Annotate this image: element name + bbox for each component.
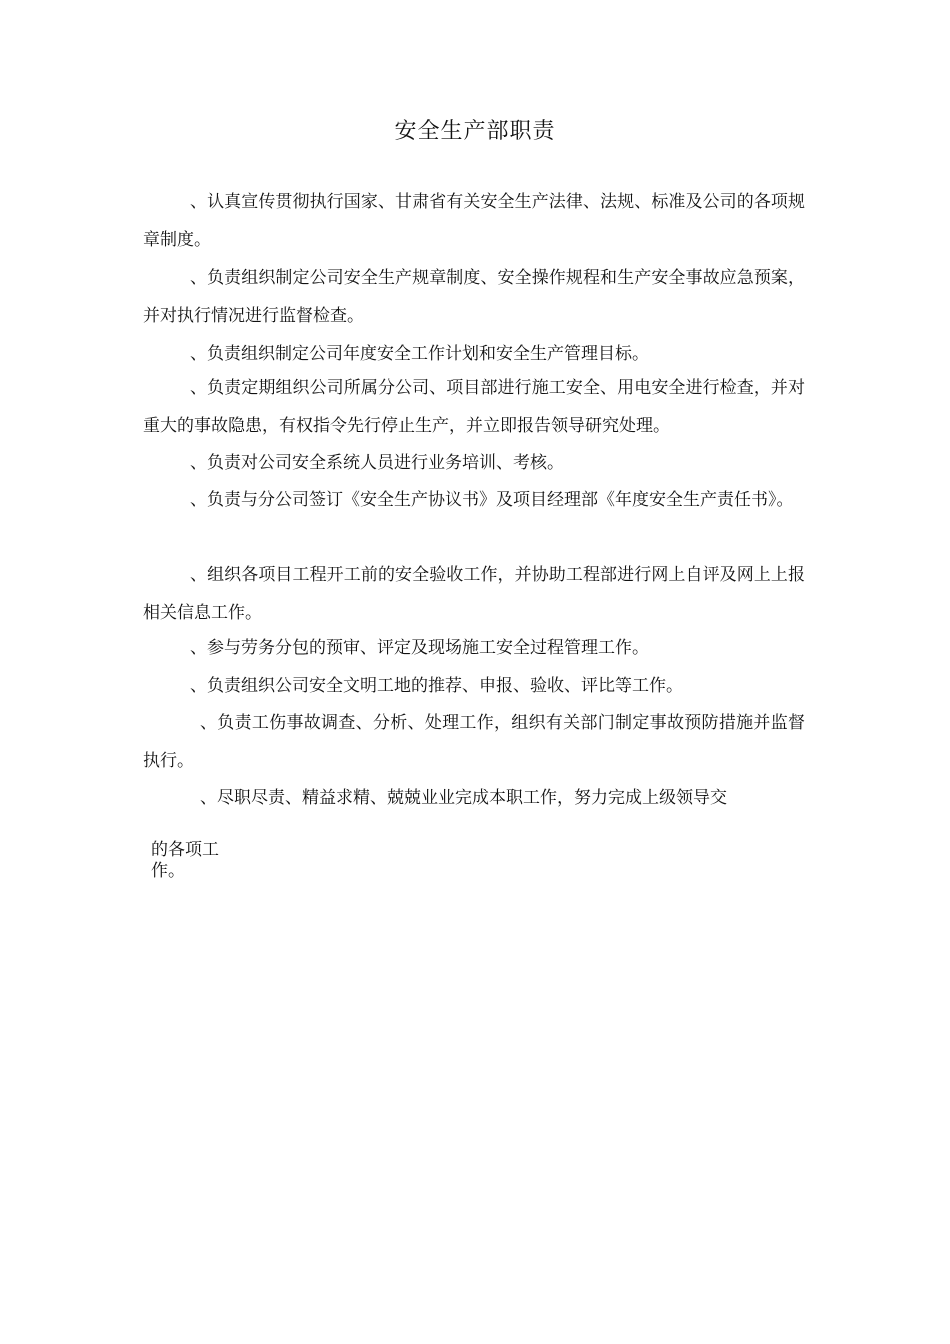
duty-paragraph-7: 、组织各项目工程开工前的安全验收工作，并协助工程部进行网上自评及网上上报相关信息工作。 bbox=[143, 565, 805, 623]
duty-paragraph-10: 、负责工伤事故调查、分析、处理工作，组织有关部门制定事故预防措施并监督执行。 bbox=[143, 713, 805, 771]
duty-paragraph-1: 、认真宣传贯彻执行国家、甘肃省有关安全生产法律、法规、标准及公司的各项规章制度。 bbox=[143, 192, 805, 250]
duty-paragraph-5: 、负责对公司安全系统人员进行业务培训、考核。 bbox=[190, 453, 564, 473]
duty-paragraph-8: 、参与劳务分包的预审、评定及现场施工安全过程管理工作。 bbox=[190, 638, 649, 658]
duty-paragraph-6: 、负责与分公司签订《安全生产协议书》及项目经理部《年度安全生产责任书》。 bbox=[190, 490, 794, 510]
page-title: 安全生产部职责 bbox=[394, 119, 556, 144]
duty-paragraph-2: 、负责组织制定公司安全生产规章制度、安全操作规程和生产安全事故应急预案，并对执行情况进行监督检查。 bbox=[143, 268, 805, 326]
duty-paragraph-3: 、负责组织制定公司年度安全工作计划和安全生产管理目标。 bbox=[190, 344, 649, 364]
duty-paragraph-4: 、负责定期组织公司所属分公司、项目部进行施工安全、用电安全进行检查，并对重大的事故隐患，有权指令先行停止生产，并立即报告领导研究处理。 bbox=[143, 378, 805, 436]
duty-paragraph-11: 、尽职尽责、精益求精、兢兢业业完成本职工作，努力完成上级领导交 bbox=[200, 788, 727, 808]
duty-paragraph-11-continuation: 的各项工作。 bbox=[151, 840, 219, 881]
duty-paragraph-9: 、负责组织公司安全文明工地的推荐、申报、验收、评比等工作。 bbox=[190, 676, 683, 696]
